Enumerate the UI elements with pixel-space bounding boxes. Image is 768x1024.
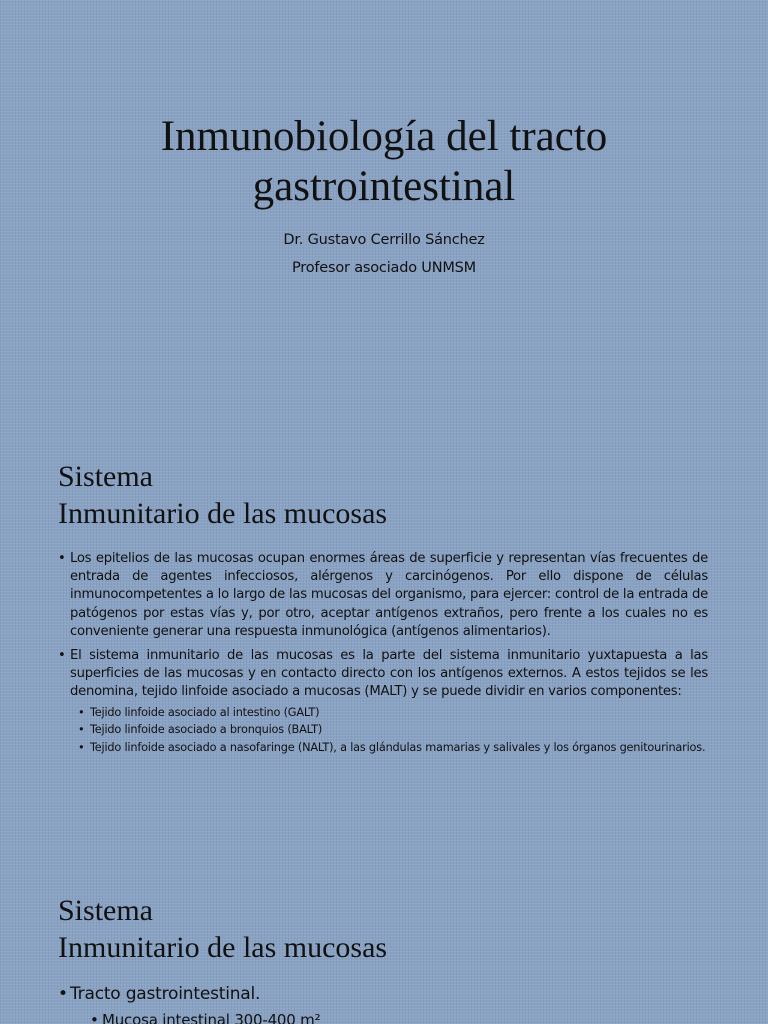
author-name: Dr. Gustavo Cerrillo Sánchez [283, 232, 485, 248]
slide-mucosal-immune-system [0, 430, 768, 860]
bullet-item [58, 982, 708, 1024]
presentation-title [0, 112, 768, 212]
slide-title [0, 0, 768, 430]
slide-heading [58, 892, 387, 966]
sub-bullet-item: • Tejido linfoide asociado a bronquios (BALT) [78, 722, 708, 738]
heading-line-2: Inmunitario de las mucosas [58, 497, 388, 530]
sub-bullet-list [90, 1009, 708, 1024]
heading-line-2: Inmunitario de las mucosas [58, 931, 388, 964]
bullet-list [58, 550, 708, 761]
slide-mucosal-immune-system-gi [0, 860, 768, 1024]
slide-heading [58, 458, 387, 532]
bullet-text: Tracto gastrointestinal. [70, 984, 261, 1004]
bullet-item [58, 647, 708, 755]
bullet-text: El sistema inmunitario de las mucosas es la parte del sistema inmunitario yuxtapuesta a las superficies de las mucosas y en contacto directo con los antígenos externos. A estos tejidos se les denomina, tejido linfoide asociado a mucosas (MALT) y se puede dividir en varios componentes: [70, 648, 708, 700]
sub-bullet-list [78, 705, 708, 756]
title-line-1: Inmunobiología del tracto [160, 113, 608, 160]
title-line-2: gastrointestinal [252, 163, 516, 210]
heading-line-1: Sistema [58, 460, 153, 493]
sub-bullet-item: • Tejido linfoide asociado a nasofaringe (NALT), a las glándulas mamarias y salivales y los órganos genitourinarios. [78, 740, 708, 756]
heading-line-1: Sistema [58, 894, 153, 927]
bullet-item [58, 550, 708, 641]
author-affiliation: Profesor asociado UNMSM [292, 260, 476, 276]
bullet-list [58, 982, 708, 1024]
sub-bullet-item: • Mucosa intestinal 300-400 m² [90, 1009, 708, 1024]
sub-bullet-item: • Tejido linfoide asociado al intestino (GALT) [78, 705, 708, 721]
bullet-text: Los epitelios de las mucosas ocupan enormes áreas de superficie y representan vías frecuentes de entrada de agentes infecciosos, alérgenos y carcinógenos. Por ello dispone de células inmunocompetentes a lo largo de las mucosas del organismo, para ejercer: control de la entrada de patógenos por estas vías y, por otro, aceptar antígenos extraños, pero frente a los cuales no es conveniente generar una respuesta inmunológica (antígenos alimentarios). [70, 551, 708, 639]
